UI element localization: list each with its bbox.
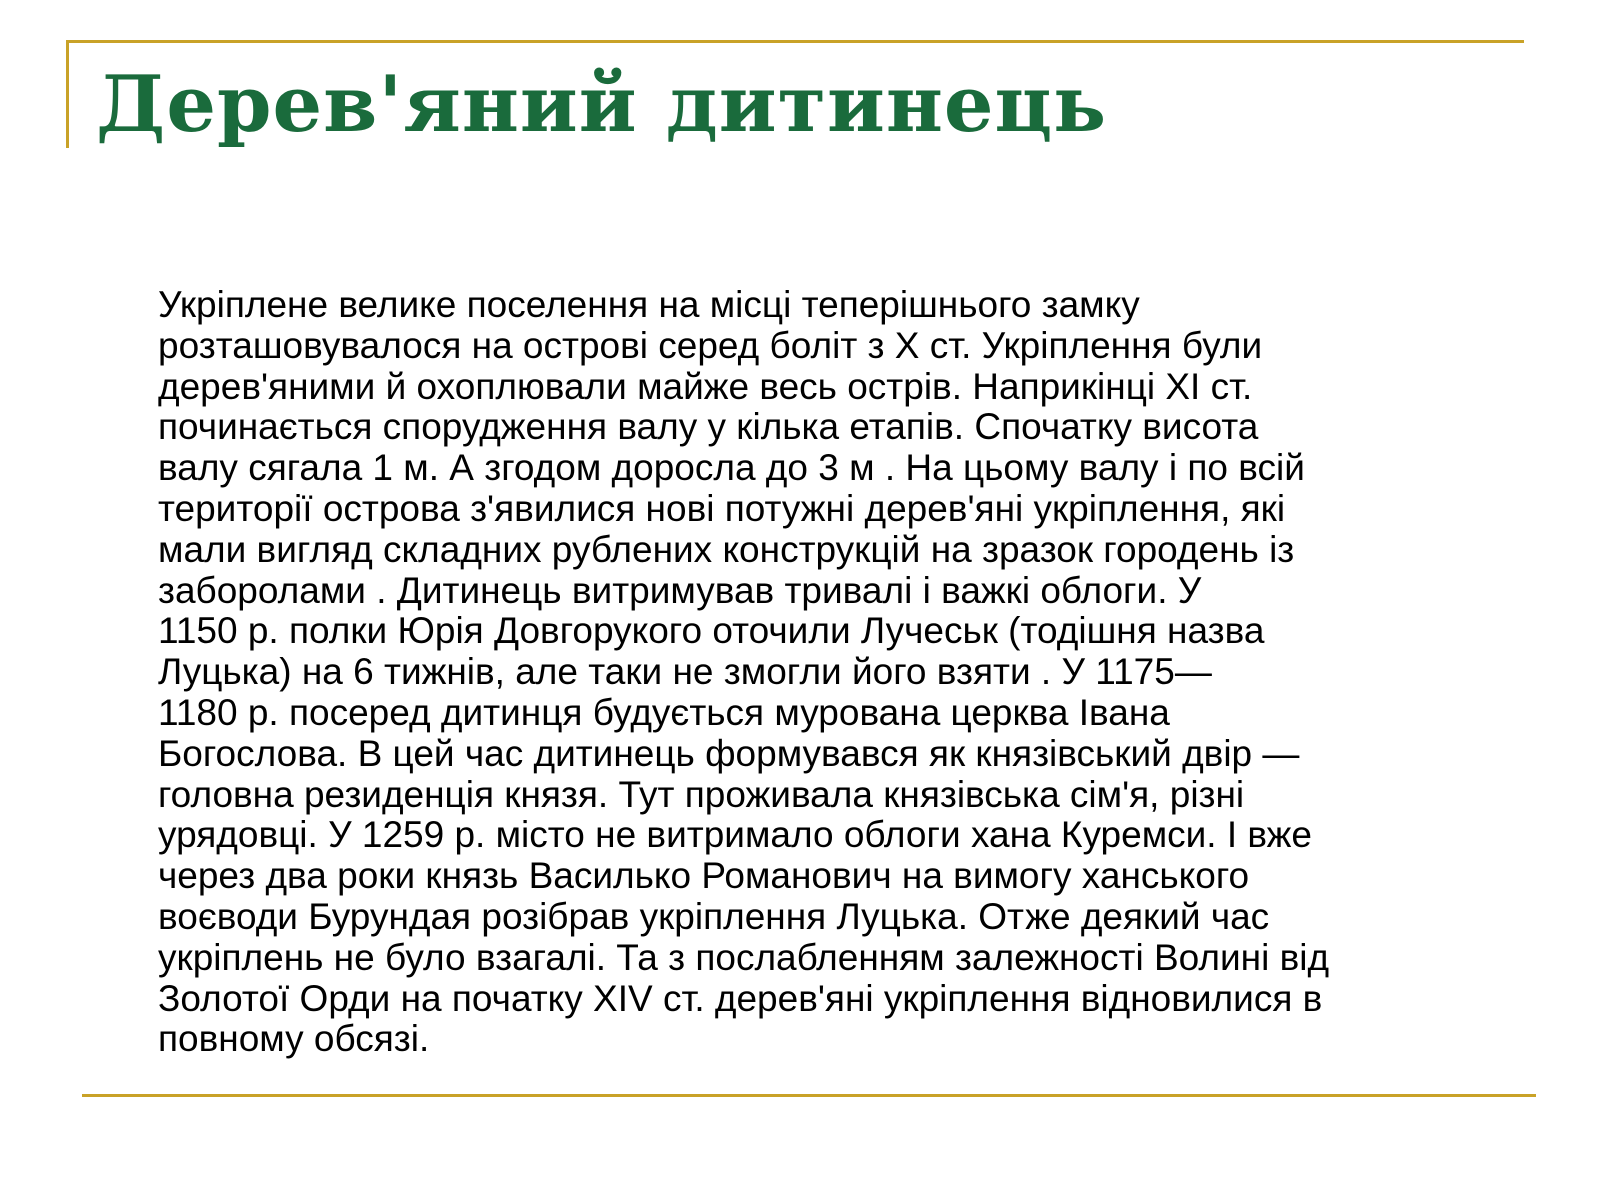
bottom-divider [82,1094,1536,1097]
slide-title: Дерев'яний дитинець [96,59,1108,150]
top-divider [66,40,1524,43]
slide-body-text: Укріплене велике поселення на місці теперішнього замку розташовувалося на острові серед боліт з X ст. Укріплення були дерев'яними й охоплювали майже весь острів. Наприкінці XI ст. починається спорудження валу у кілька етапів. Спочатку висота валу сягала 1 м. А згодом доросла до 3 м . На цьому валу і по всій території острова з'явилися нові потужні дерев'яні укріплення, які мали вигляд складних рублених конструкцій на зразок городень із заборолами . Дитинець витримував тривалі і важкі облоги. У 1150 р. полки Юрія Довгорукого оточили Лучеськ (тодішня назва Луцька) на 6 тижнів, але таки не змогли його взяти . У 1175— 1180 р. посеред дитинця будується мурована церква Івана Богослова. В цей час дитинець формувався як князівський двір — головна резиденція князя. Тут проживала князівська сім'я, різні урядовці. У 1259 р. місто не витримало облоги хана Куремси. І вже через два роки князь Василько Романович на вимогу ханського воєводи Бурундая розібрав укріплення Луцька. Отже деякий час укріплень не було взагалі. Та з послабленням залежності Волині від Золотої Орди на початку XIV ст. дерев'яні укріплення відновилися в повному обсязі. [158,284,1330,1060]
left-divider [66,40,69,148]
